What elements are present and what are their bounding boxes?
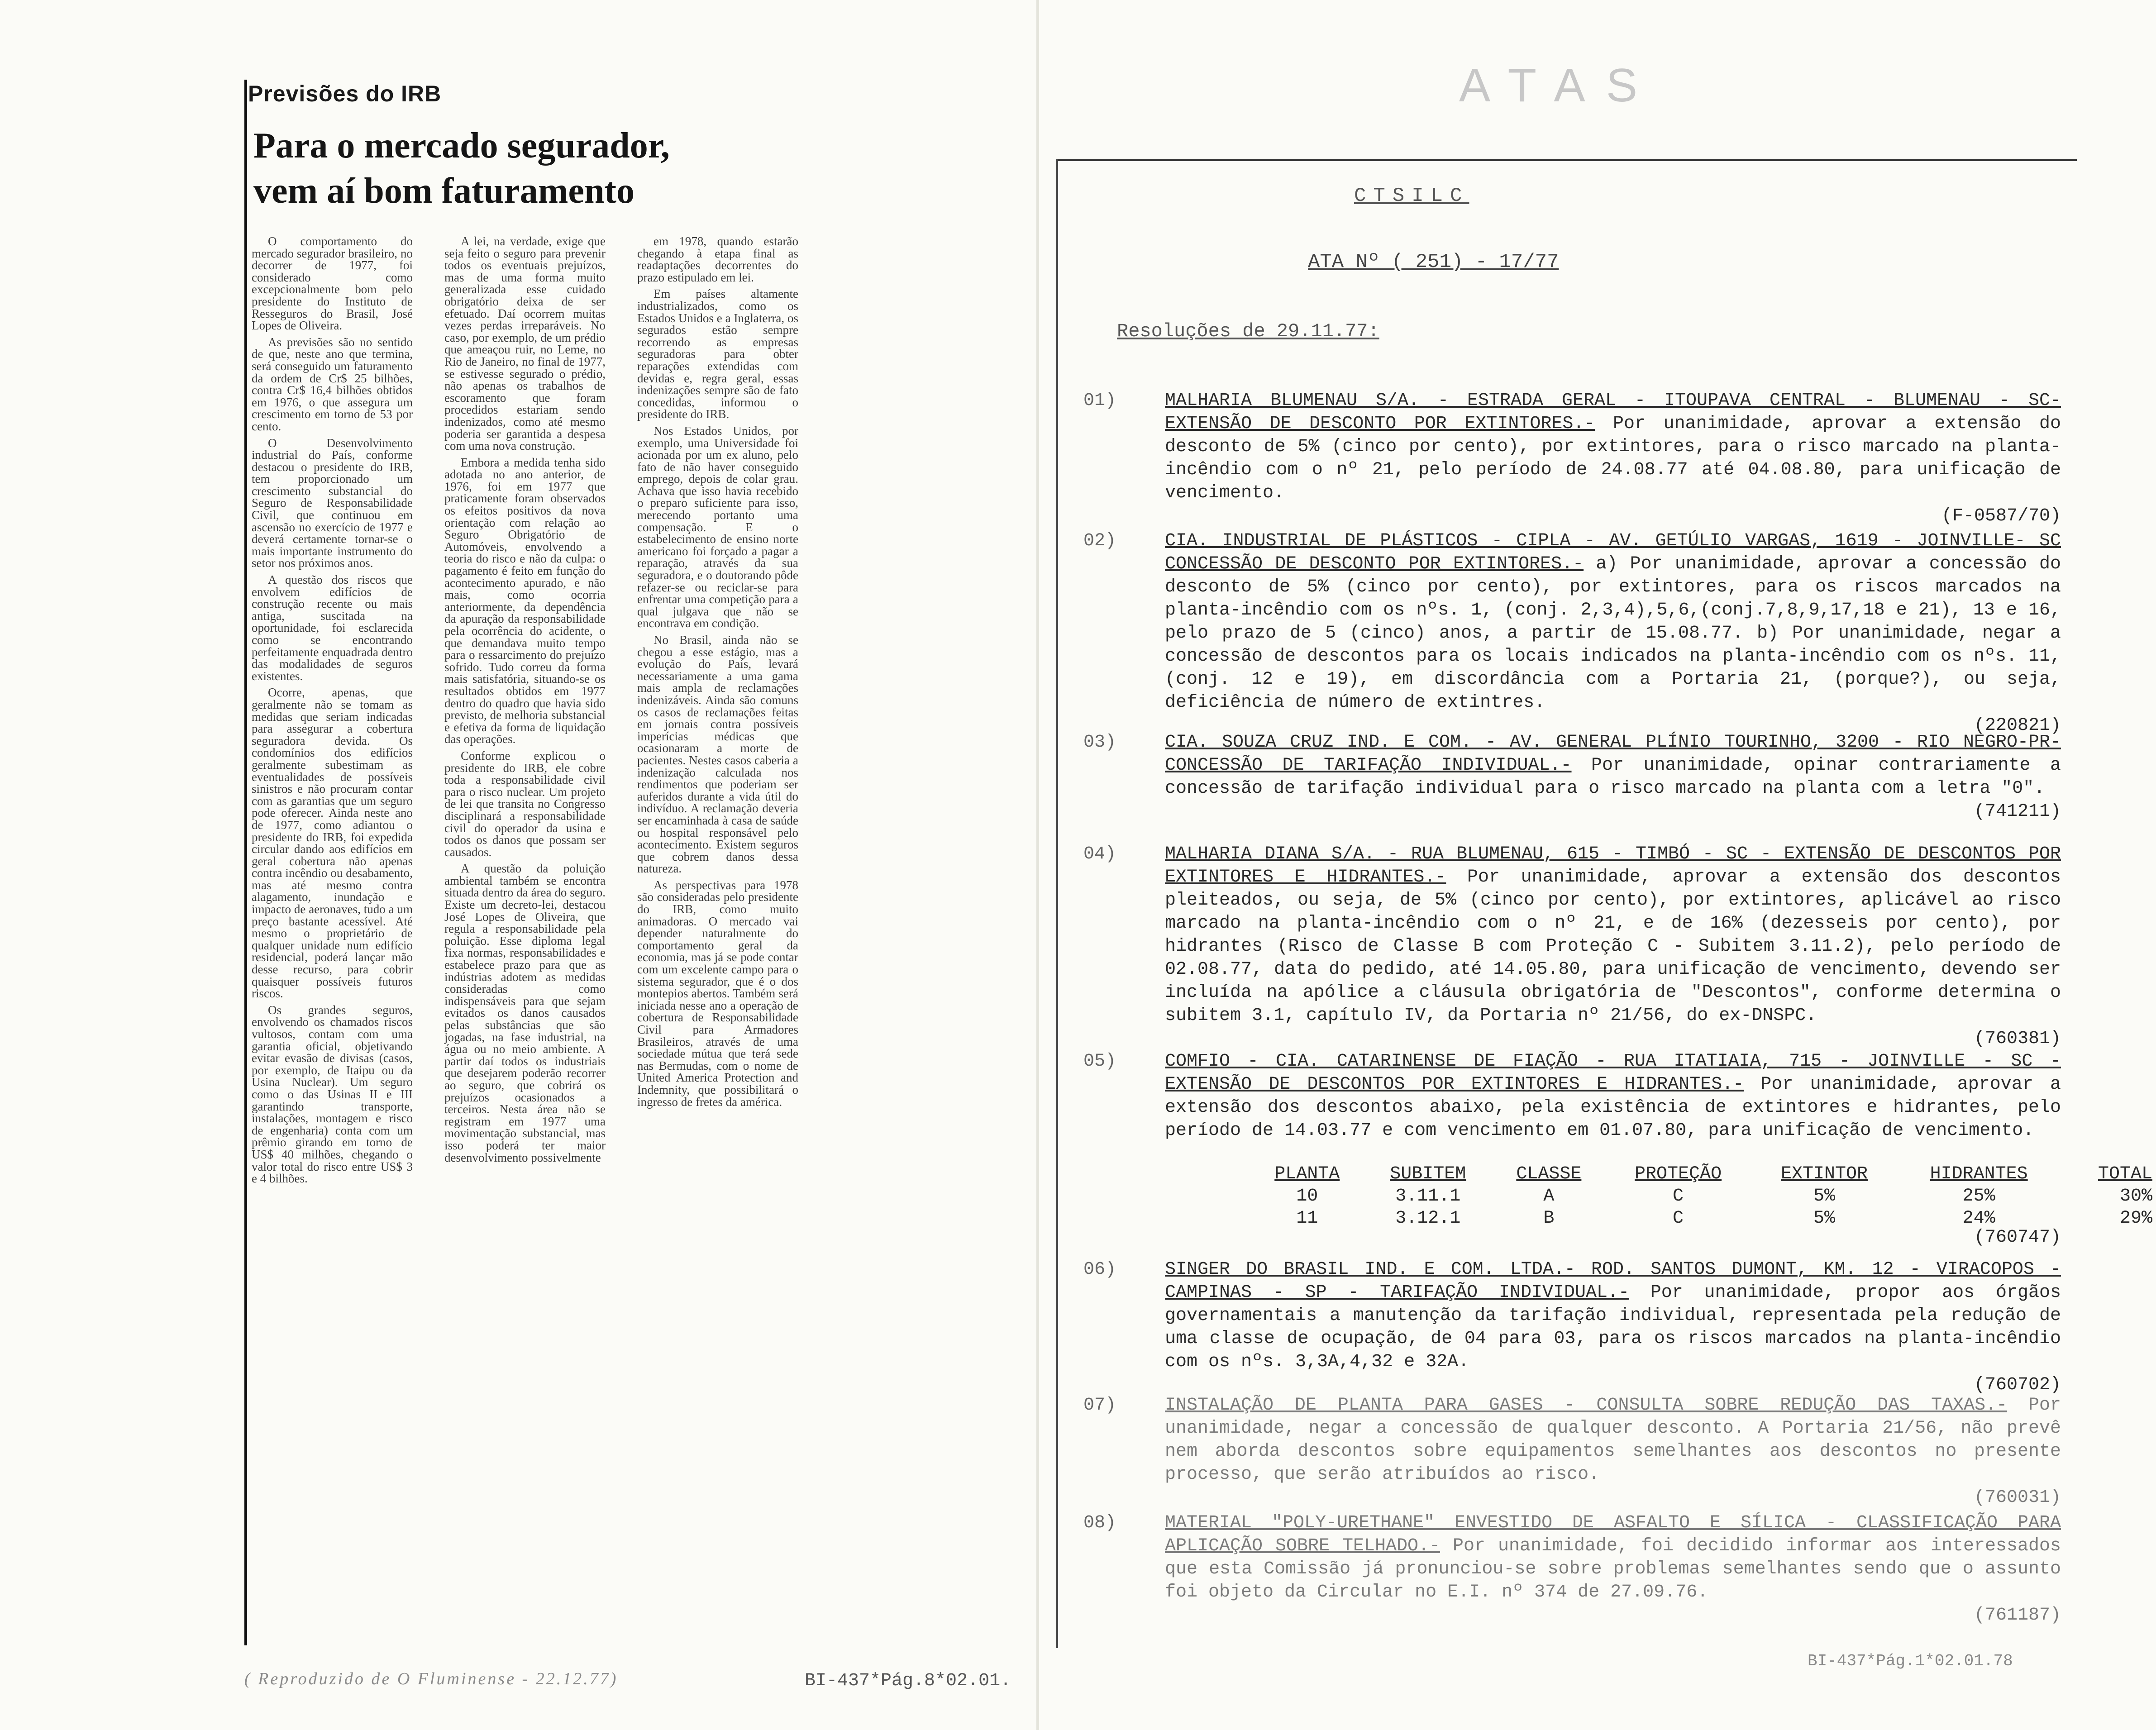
item-subject: COMFIO - CIA. CATARINENSE DE FIAÇÃO - RUA ITATIAIA, 715 - JOINVILLE - SC - EXTENSÃO DE DESCONTOS POR EXTINTORES E HIDRANTES.-: [1165, 1051, 2061, 1095]
article-paragraph: As perspectivas para 1978 são consideradas pelo presidente do IRB, como muito animadoras. O mercado vai depender naturalmente do comportamento geral da economia, mas já se pode contar com um excelente campo para o sistema segurador, que é o dos montepios abertos. Também será iniciada nesse ano a operação de cobertura de Responsabilidade Civil para Armadores Brasileiros, através de uma sociedade mútua que terá sede nas Bermudas, com o nome de United America Protection and Indemnity, que possibilitará o ingresso de fretes da américa.: [637, 878, 798, 1109]
item-text: [1165, 1258, 2061, 1396]
resolution-item: [1083, 529, 2061, 737]
committee-name: CTSILC: [1354, 185, 1469, 207]
resolutions-heading: Resoluções de 29.11.77:: [1117, 320, 1379, 342]
item-number: 02): [1083, 531, 1116, 551]
item-number: 04): [1083, 844, 1116, 864]
item-decision: Por unanimidade, aprovar a extensão do desconto de 5% (cinco por cento), por extintores, para o risco marcado na planta-incêndio com o nº 21, pelo período de 24.08.77 até 04.08.80, para unificação de vencimento.: [1165, 414, 2061, 503]
article-paragraph: A lei, na verdade, exige que seja feito o seguro para prevenir todos os eventuais prejuízos, mas de uma forma muito generalizada esse cuidado obrigatório deixa de ser efetuado. Daí ocorrem muitas vezes perdas irreparáveis. No caso, por exemplo, de um prédio que ameaçou ruir, no Leme, no Rio de Janeiro, no final de 1977, se estivesse segurado o prédio, não apenas os trabalhos de escoramento que foram procedidos estariam sendo indenizados, como até mesmo poderia ser garantida a despesa com uma nova construção.: [444, 234, 606, 453]
resolution-item: [1083, 1511, 2061, 1627]
article-paragraph: Conforme explicou o presidente do IRB, ele cobre toda a responsabilidade civil para o risco nuclear. Um projeto de lei que transita no Congresso disciplinará a responsabilidade civil do operador da usina e todos os danos que possam ser causados.: [444, 748, 606, 859]
article-paragraph: A questão da poluição ambiental também se encontra situada dentro da área do seguro. Existe um decreto-lei, destacou José Lopes de Oliveira, que regula a responsabilidade pela poluição. Esse diploma legal fixa normas, responsabilidades e estabelece prazo para que as indústrias adotem as medidas consideradas como indispensáveis para que sejam evitados os danos causados pelas substâncias que são jogadas, na fase industrial, na água ou no meio ambiente. A partir daí todos os industriais que desejarem poderão recorrer ao seguro, que cobrirá os prejuízos ocasionados a terceiros. Nesta área não se registram em 1977 uma movimentação substancial, mas isso poderá ter maior desenvolvimento possivelmente: [444, 862, 606, 1164]
table-row: [1251, 1207, 2156, 1230]
item-decision: Por unanimidade, negar a concessão de qualquer desconto. A Portaria 21/56, não prevê nem aborda descontos sobre equipamentos semelhantes aos descontos no presente processo, que serão atribuídos ao risco.: [1165, 1395, 2061, 1485]
headline-line-2: vem aí bom faturamento: [253, 171, 635, 211]
item-reference: (761187): [1974, 1605, 2061, 1625]
table-header-cell: TOTAL: [2098, 1164, 2152, 1184]
table-cell: 3.11.1: [1395, 1186, 1461, 1206]
item-number: 05): [1083, 1051, 1116, 1072]
table-header-cell: EXTINTOR: [1781, 1164, 1868, 1184]
item-decision: Por unanimidade, foi decidido informar aos interessados que esta Comissão já pronunciou-se sobre problemas semelhantes sendo que o assunto foi objeto da Circular no E.I. nº 374 de 27.09.76.: [1165, 1536, 2061, 1602]
item-text: [1165, 731, 2061, 823]
table-cell: 24%: [1962, 1208, 1995, 1229]
item-reference: (760381): [1974, 1029, 2061, 1049]
article-column-1: [252, 235, 413, 1189]
headline-line-1: Para o mercado segurador,: [253, 126, 670, 166]
source-note: ( Reproduzido de O Fluminense - 22.12.77): [244, 1669, 618, 1688]
table-cell: 10: [1296, 1186, 1318, 1206]
item-subject: CIA. INDUSTRIAL DE PLÁSTICOS - CIPLA - AV. GETÚLIO VARGAS, 1619 - JOINVILLE- SC CONCESSÃO DE DESCONTO POR EXTINTORES.-: [1165, 531, 2061, 574]
table-header-cell: HIDRANTES: [1930, 1164, 2028, 1184]
item-number: 01): [1083, 391, 1116, 411]
headline: [253, 123, 842, 214]
table-cell: C: [1673, 1208, 1684, 1229]
item-number: 06): [1083, 1259, 1116, 1280]
item-decision: Por unanimidade, aprovar a extensão dos descontos abaixo, pela existência de extintores e hidrantes, pelo período de 14.03.77 e com vencimento em 01.07.80, para unificação de vencimento.: [1165, 1074, 2061, 1141]
resolution-item: [1083, 389, 2061, 528]
table-header-cell: CLASSE: [1516, 1164, 1582, 1184]
item-reference: (F-0587/70): [1941, 506, 2061, 526]
resolution-item: [1083, 1258, 2061, 1396]
article-paragraph: Os grandes seguros, envolvendo os chamados riscos vultosos, contam com uma garantia oficial, objetivando evitar evasão de divisas (casos, por exemplo, de Itaipu ou da Usina Nuclear). Um seguro como o das Usinas II e III garantindo transporte, instalações, montagem e risco de engenharia) conta com um prêmio girando em torno de US$ 40 milhões, chegando o valor total do risco entre US$ 3 e 4 bilhões.: [252, 1003, 413, 1186]
table-header-row: [1251, 1163, 2156, 1185]
item-reference: (760702): [1974, 1375, 2061, 1395]
article-paragraph: em 1978, quando estarão chegando à etapa final as readaptações decorrentes do prazo estipulado em lei.: [637, 234, 798, 284]
item-reference: (760747): [1974, 1227, 2061, 1248]
table-cell: 25%: [1962, 1186, 1995, 1206]
item-subject: INSTALAÇÃO DE PLANTA PARA GASES - CONSULTA SOBRE REDUÇÃO DAS TAXAS.-: [1165, 1395, 2008, 1415]
page-reference-left: BI-437*Pág.8*02.01.: [805, 1671, 1011, 1691]
item-decision: Por unanimidade, aprovar a extensão dos descontos pleiteados, ou seja, de 5% (cinco por cento), por extintores, aplicável ao risco marcado na planta-incêndio com o nº 21, e de 16% (dezesseis por cento), por hidrantes (Risco de Classe B com Proteção C - Subitem 3.11.2), pelo período de 02.08.77, data do pedido, até 14.05.80, para unificação de vencimento, devendo ser incluída na apólice a cláusula obrigatória de "Descontos", conforme determina o subitem 3.1, capítulo IV, da Portaria nº 21/56, do ex-DNSPC.: [1165, 867, 2061, 1026]
item-number: 03): [1083, 732, 1116, 753]
article-paragraph: As previsões são no sentido de que, neste ano que termina, será conseguido um faturamento da ordem de Cr$ 25 bilhões, contra Cr$ 16,4 bilhões obtidos em 1976, o que assegura um crescimento em torno de 53 por cento.: [252, 335, 413, 433]
table-header-cell: PROTEÇÃO: [1635, 1164, 1722, 1184]
article-paragraph: A questão dos riscos que envolvem edifícios de construção recente ou mais antiga, suscitada na oportunidade, foi esclarecida como se encontrando perfeitamente enquadrada dentro das modalidades de seguros existentes.: [252, 573, 413, 683]
article-paragraph: Nos Estados Unidos, por exemplo, uma Universidade foi acionada por um ex aluno, pelo fato de não haver conseguido emprego, depois de colar grau. Achava que isso havia recebido o preparo suficiente para isso, merecendo portanto uma compensação. E o estabelecimento de ensino norte americano foi forçado a pagar a reparação, através da sua seguradora, e o doutorando pôde refazer-se ou reciclar-se para enfrentar uma competição para a qual julgava que não se encontrava em condição.: [637, 424, 798, 630]
article-column-2: [444, 235, 606, 1168]
article-paragraph: O Desenvolvimento industrial do País, conforme destacou o presidente do IRB, tem proporcionado um crescimento substancial do Seguro de Responsabilidade Civil, que continuou em ascensão no exercício de 1977 e deverá certamente tornar-se o mais importante instrumento do setor nos próximos anos.: [252, 436, 413, 570]
article-paragraph: No Brasil, ainda não se chegou a esse estágio, mas a evolução do País, levará necessariamente a uma gama mais ampla de reclamações indenizáveis. Ainda são comuns os casos de reclamações feitas em jornais contra possíveis imperícias médicas que ocasionaram a morte de pacientes. Nestes casos caberia a indenização calculada nos rendimentos que poderiam ser auferidos durante a vida útil do indivíduo. A reclamação deveria ser encaminhada à casa de saúde ou hospital responsável pelo acontecimento. Existem seguros que cobrem danos dessa natureza.: [637, 633, 798, 876]
item-number: 07): [1083, 1395, 1116, 1415]
item-text: [1165, 1394, 2061, 1509]
page-reference-right: BI-437*Pág.1*02.01.78: [1808, 1652, 2013, 1670]
table-cell: 29%: [2119, 1208, 2152, 1229]
item-decision: Por unanimidade, opinar contrariamente a concessão de tarifação individual para o risco marcado na planta com a letra "0".: [1165, 755, 2061, 799]
table-cell: 3.12.1: [1395, 1208, 1461, 1229]
article-paragraph: O comportamento do mercado segurador brasileiro, no decorrer de 1977, foi considerado como excepcionalmente bom pelo presidente do Instituto de Resseguros do Brasil, José Lopes de Oliveira.: [252, 234, 413, 333]
article-paragraph: Embora a medida tenha sido adotada no ano anterior, de 1976, foi em 1977 que praticamente foram observados os efeitos positivos da nova orientação com relação ao Seguro Obrigatório de Automóveis, envolvendo a teoria do risco e não da culpa: o pagamento é feito em função do acontecimento apurado, e não mais, como ocorria anteriormente, da dependência da apuração da responsabilidade pela ocorrência do acidente, o que demandava muito tempo para o ressarcimento do prejuízo sofrido. Tudo correu da forma mais satisfatória, situando-se os resultados obtidos em 1977 dentro do quadro que havia sido previsto, de melhoria substancial e efetiva da forma de liquidação das operações.: [444, 455, 606, 746]
table-cell: 11: [1296, 1208, 1318, 1229]
resolution-item: [1083, 843, 2061, 1050]
table-body: [1251, 1185, 2156, 1230]
frame-left-rule: [1056, 159, 1058, 1648]
frame-top-rule: [1056, 159, 2077, 161]
article-paragraph: Em países altamente industrializados, como os Estados Unidos e a Inglaterra, os segurados estão sempre recorrendo as empresas seguradoras para obter reparações extendidas com devidas e, regra geral, essas indenizações sempre são de fato concedidas, informou o presidente do IRB.: [637, 287, 798, 421]
page-title: ATAS: [1459, 59, 1659, 112]
table-header-cell: SUBITEM: [1390, 1164, 1466, 1184]
item-decision: Por unanimidade, propor aos órgãos governamentais a manutenção da tarifação individual, representada pela redução de uma classe de ocupação, de 04 para 03, para os riscos marcados na planta-incêndio com os nºs. 3,3A,4,32 e 32A.: [1165, 1282, 2061, 1372]
minutes-page: [1038, 0, 2152, 1730]
item-reference: (741211): [1974, 801, 2061, 822]
table-header-cell: PLANTA: [1274, 1164, 1340, 1184]
table-cell: 5%: [1813, 1186, 1836, 1206]
table-row: [1251, 1185, 2156, 1207]
article-paragraph: Ocorre, apenas, que geralmente não se tomam as medidas que seriam indicadas para assegurar a cobertura seguradora devida. Os condomínios dos edifícios geralmente subestimam as eventualidades de possíveis sinistros e não procuram contar com as garantias que um seguro pode oferecer. Ainda neste ano de 1977, como adiantou o presidente do IRB, foi expedida circular dando aos edifícios em geral cobertura não apenas contra incêndio ou desabamento, mas até mesmo contra alagamento, inundação e impacto de aeronaves, tudo a um preço bastante acessível. Até mesmo o proprietário de qualquer unidade num edifício residencial, poderá lançar mão desse recurso, para cobrir quaisquer possíveis futuros riscos.: [252, 686, 413, 1001]
article-column-3: [637, 235, 798, 1112]
kicker: Previsões do IRB: [248, 81, 442, 106]
discount-table: [1251, 1163, 2156, 1230]
ata-number: ATA Nº ( 251) - 17/77: [1308, 251, 1559, 273]
item-subject: MALHARIA BLUMENAU S/A. - ESTRADA GERAL - ITOUPAVA CENTRAL - BLUMENAU - SC- EXTENSÃO DE DESCONTO POR EXTINTORES.-: [1165, 391, 2061, 434]
item-subject: MALHARIA DIANA S/A. - RUA BLUMENAU, 615 - TIMBÓ - SC - EXTENSÃO DE DESCONTOS POR EXTINTORES E HIDRANTES.-: [1165, 844, 2061, 887]
newspaper-clipping-page: [0, 0, 1038, 1730]
table-cell: A: [1543, 1186, 1555, 1206]
resolution-item: [1083, 1394, 2061, 1509]
table-cell: C: [1673, 1186, 1684, 1206]
item-reference: (220821): [1974, 715, 2061, 736]
table-cell: 5%: [1813, 1208, 1836, 1229]
item-subject: CIA. SOUZA CRUZ IND. E COM. - AV. GENERAL PLÍNIO TOURINHO, 3200 - RIO NEGRO-PR- CONCESSÃO DE TARIFAÇÃO INDIVIDUAL.-: [1165, 732, 2061, 776]
item-subject: SINGER DO BRASIL IND. E COM. LTDA.- ROD. SANTOS DUMONT, KM. 12 - VIRACOPOS -CAMPINAS - SP - TARIFAÇÃO INDIVIDUAL.-: [1165, 1259, 2061, 1303]
item-subject: MATERIAL "POLY-URETHANE" ENVESTIDO DE ASFALTO E SÍLICA - CLASSIFICAÇÃO PARA APLICAÇÃO SOBRE TELHADO.-: [1165, 1513, 2061, 1556]
vertical-rule: [244, 80, 247, 1645]
table-cell: 30%: [2119, 1186, 2152, 1206]
item-text: [1165, 389, 2061, 528]
item-text: [1165, 529, 2061, 737]
item-text: [1165, 1511, 2061, 1627]
item-decision: a) Por unanimidade, aprovar a concessão do desconto de 5% (cinco por cento), por extintores, para os riscos marcados na planta-incêndio com os nºs. 1, (conj. 2,3,4),5,6,(conj.7,8,9,17,18 e 21), 13 e 16, pelo prazo de 5 (cinco) anos, a partir de 15.08.77. b) Por unanimidade, negar a concessão de descontos para os locais indicados na planta-incêndio com os nºs. 11, (conj. 12 e 19), em discordância com a Portaria 21, (porque?), ou seja, deficiência de número de extintres.: [1165, 554, 2061, 713]
item-text: [1165, 843, 2061, 1050]
item-reference: (760031): [1974, 1487, 2061, 1508]
resolution-item: [1083, 731, 2061, 823]
item-number: 08): [1083, 1513, 1116, 1533]
table-cell: B: [1543, 1208, 1555, 1229]
